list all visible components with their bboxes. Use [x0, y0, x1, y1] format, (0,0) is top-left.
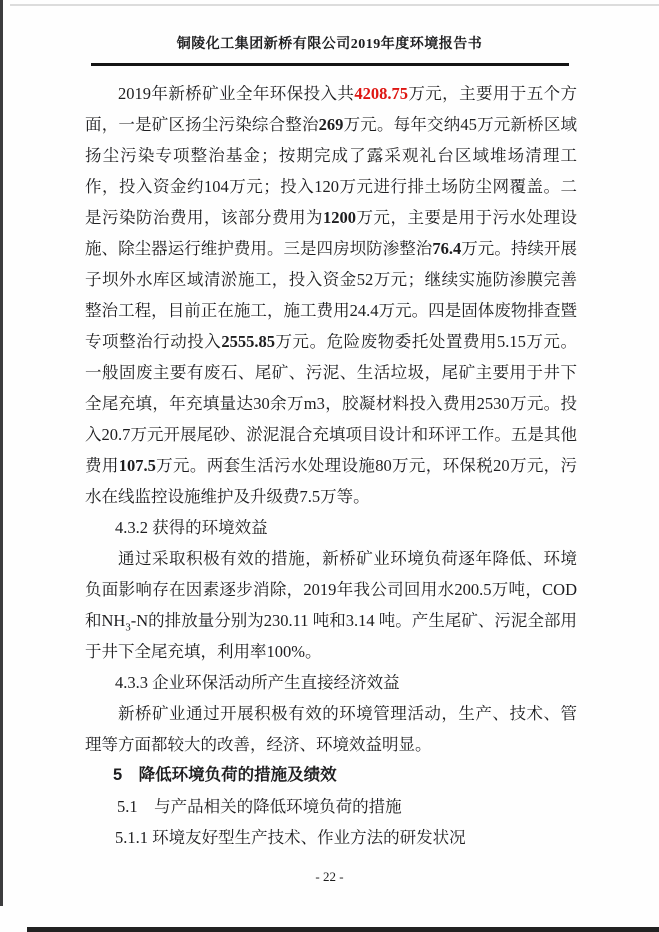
highlighted-value: 107.5	[118, 456, 156, 475]
text-run: 新桥矿业通过开展积极有效的环境管理活动，生产、技术、管理等方面都较大的改善，经济、环境效益明显。	[85, 704, 577, 754]
section-heading	[85, 512, 577, 543]
text-run: 2019年新桥矿业全年环保投入共	[118, 84, 355, 103]
text-run: 5.1.1 环境友好型生产技术、作业方法的研发状况	[115, 828, 466, 847]
text-run: 通过采取积极有效的措施，新桥矿业环境负荷逐年降低、环境负面影响存在因素逐步消除，2019年我公司回用水200.5万吨，COD和NH	[85, 549, 577, 630]
scan-edge-bottom	[27, 927, 659, 932]
text-run: 5 降低环境负荷的措施及绩效	[113, 766, 337, 784]
text-run: 4.3.2 获得的环境效益	[115, 518, 268, 537]
highlighted-value: 4208.75	[354, 84, 408, 103]
section-heading	[85, 822, 577, 853]
text-run: 4.3.3 企业环保活动所产生直接经济效益	[115, 673, 400, 692]
text-run: 万元。每年交纳45万元新桥区域扬尘污染专项整治基金；按期完成了露采观礼台区域堆场清理工作，投入资金约104万元；投入120万元进行排土场防尘网覆盖。二是污染防治费用，该部分费用为	[85, 115, 577, 227]
scan-edge-left	[0, 0, 3, 906]
document-body	[0, 66, 659, 853]
highlighted-value: 1200	[323, 208, 356, 227]
page-header	[0, 0, 659, 66]
scan-edge-top	[10, 4, 659, 6]
text-run: 万元，主要用于五个方面，一是矿区扬尘污染综合整治	[85, 84, 578, 134]
section-heading	[85, 667, 577, 698]
section-heading	[85, 791, 577, 822]
highlighted-value: 2555.85	[221, 332, 275, 351]
report-title: 铜陵化工集团新桥有限公司2019年度环境报告书	[176, 37, 483, 52]
text-run: 万元。危险废物委托处置费用5.15万元。一般固废主要有废石、尾矿、污泥、生活垃圾，尾矿主要用于井下全尾充填，年充填量达30余万m3，胶凝材料投入费用2530万元。投入20.7万元开展尾砂、淤泥混合充填项目设计和环评工作。五是其他费用	[85, 332, 578, 475]
text-run: -N的排放量分别为230.11 吨和3.14 吨。产生尾矿、污泥全部用于井下全尾充填，利用率100%。	[85, 611, 577, 661]
highlighted-value: 3	[125, 621, 131, 634]
section-heading	[85, 760, 577, 791]
text-run: 万元。两套生活污水处理设施80万元，环保税20万元，污水在线监控设施维护及升级费7.5万等。	[85, 456, 578, 506]
text-run: 万元。持续开展子坝外水库区域清淤施工，投入资金52万元；继续实施防渗膜完善整治工程，目前正在施工，施工费用24.4万元。四是固体废物排查暨专项整治行动投入	[85, 239, 578, 351]
paragraph	[85, 543, 577, 667]
paragraph	[85, 78, 577, 512]
highlighted-value: 76.4	[432, 239, 462, 258]
page-footer	[0, 869, 659, 885]
text-run: 万元，主要是用于污水处理设施、除尘器运行维护费用。三是四房坝防渗整治	[85, 208, 577, 258]
paragraph	[85, 698, 577, 760]
text-run: 5.1 与产品相关的降低环境负荷的措施	[117, 797, 402, 816]
highlighted-value: 269	[318, 115, 344, 134]
page-number: - 22 -	[315, 869, 344, 884]
